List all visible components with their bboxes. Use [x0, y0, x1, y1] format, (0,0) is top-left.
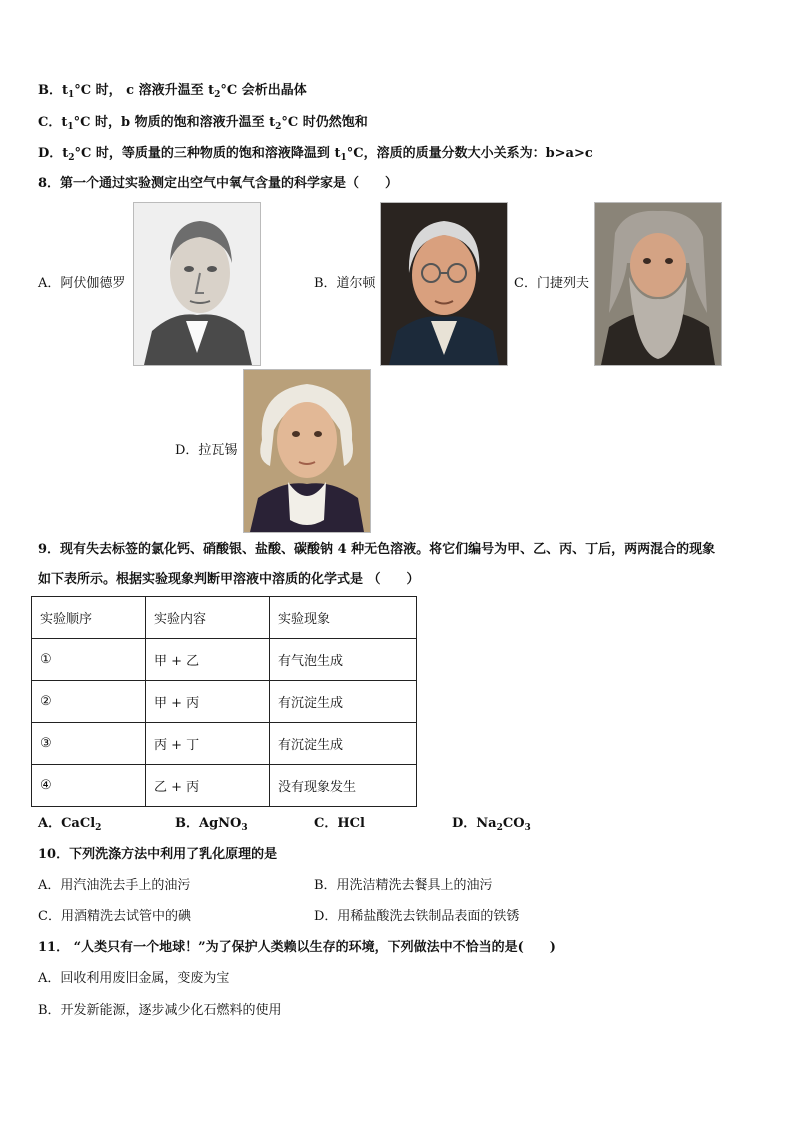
table-header-cell: 实验现象 [270, 597, 417, 639]
q8-option-d-label: D．拉瓦锡 [175, 443, 238, 458]
table-cell: ③ [32, 723, 146, 765]
q10-option-b: B．用洗洁精洗去餐具上的油污 [314, 878, 493, 893]
table-row [32, 765, 417, 807]
q7-option-d: D．$t_2^\circ C$ 时，等质量的三种物质的饱和溶液降温到 $t_1^\circ C$，溶质的质量分数大小关系为：b>a>c [38, 146, 593, 163]
portrait-dalton [380, 202, 508, 366]
portrait-lavoisier [243, 369, 371, 533]
table-cell: 有沉淀生成 [270, 681, 417, 723]
q10-stem: 10．下列洗涤方法中利用了乳化原理的是 [38, 847, 278, 862]
table-cell: ④ [32, 765, 146, 807]
q9-stem-line1: 9．现有失去标签的氯化钙、硝酸银、盐酸、碳酸钠 4 种无色溶液。将它们编号为甲、乙、丙、丁后，两两混合的现象 [38, 542, 716, 557]
table-cell: ① [32, 639, 146, 681]
table-cell: 有气泡生成 [270, 639, 417, 681]
table-header-cell: 实验内容 [146, 597, 270, 639]
table-row [32, 723, 417, 765]
table-cell: 乙 + 丙 [146, 765, 270, 807]
table-cell: 甲 + 乙 [146, 639, 270, 681]
q7-option-c: C．$t_1^\circ C$ 时，b 物质的饱和溶液升温至 $t_2^\circ C$ 时仍然饱和 [38, 115, 368, 132]
table-cell: 丙 + 丁 [146, 723, 270, 765]
q9-option-c: C．HCl [314, 816, 365, 831]
table-row [32, 639, 417, 681]
q9-option-a: A．CaCl$_2$ [38, 816, 102, 833]
table-cell: 没有现象发生 [270, 765, 417, 807]
q11-stem: 11． “人类只有一个地球！”为了保护人类赖以生存的环境，下列做法中不恰当的是( ) [38, 940, 556, 955]
q11-option-a: A．回收利用废旧金属，变废为宝 [38, 971, 230, 986]
q8-option-c-label: C．门捷列夫 [514, 276, 589, 291]
q10-option-d: D．用稀盐酸洗去铁制品表面的铁锈 [314, 909, 520, 924]
q9-option-d: D．$Na_2CO_3$ [452, 816, 531, 833]
q9-experiment-table [31, 596, 417, 807]
q8-option-b-label: B．道尔顿 [314, 276, 376, 291]
q7-option-b: B．$t_1^\circ C$ 时， c 溶液升温至 $t_2^\circ C$ 会析出晶体 [38, 83, 307, 100]
q8-stem: 8．第一个通过实验测定出空气中氧气含量的科学家是（ ） [38, 176, 399, 191]
portrait-avogadro [133, 202, 261, 366]
portrait-mendeleev [594, 202, 722, 366]
q11-option-b: B．开发新能源，逐步减少化石燃料的使用 [38, 1003, 282, 1018]
table-cell: 甲 + 丙 [146, 681, 270, 723]
q10-option-c: C．用酒精洗去试管中的碘 [38, 909, 191, 924]
table-header-cell: 实验顺序 [32, 597, 146, 639]
q9-stem-line2: 如下表所示。根据实验现象判断甲溶液中溶质的化学式是 （ ） [38, 572, 420, 587]
table-row [32, 681, 417, 723]
table-cell: 有沉淀生成 [270, 723, 417, 765]
table-cell: ② [32, 681, 146, 723]
q10-option-a: A．用汽油洗去手上的油污 [38, 878, 191, 893]
q8-option-a-label: A．阿伏伽德罗 [38, 276, 126, 291]
table-header-row [32, 597, 417, 639]
q9-option-b: B．AgNO$_3$ [175, 816, 248, 833]
